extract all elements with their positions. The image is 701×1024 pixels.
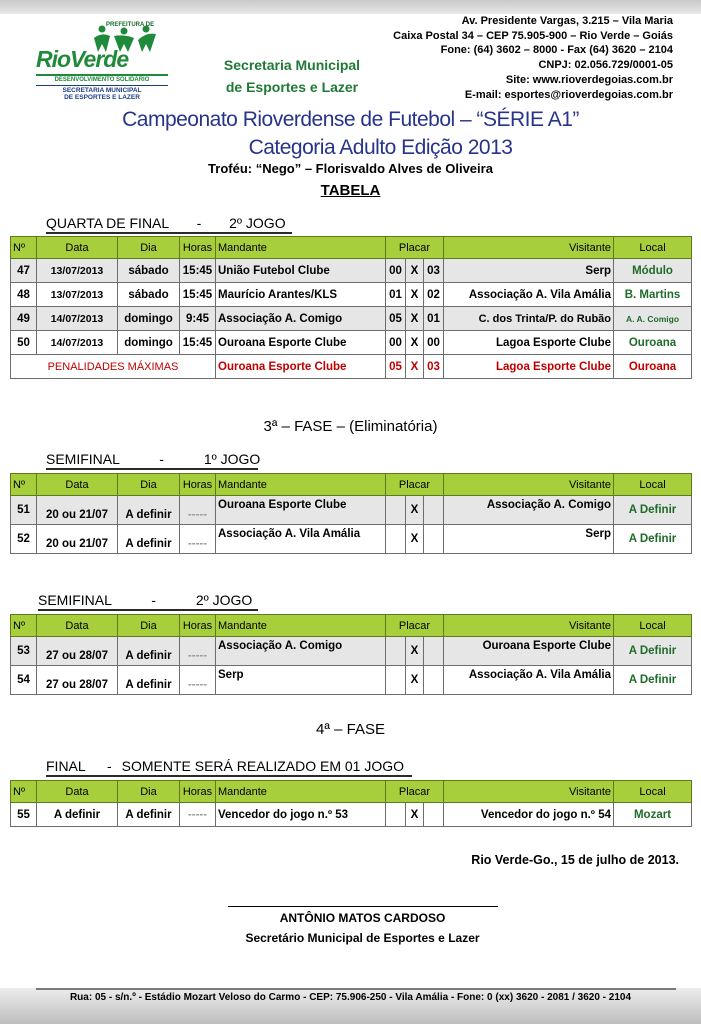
versus-mark: X [406, 525, 424, 554]
venue: Ouroana [614, 331, 692, 355]
table-header-row [11, 615, 692, 637]
away-team: Lagoa Esporte Clube [444, 355, 614, 379]
versus-mark: X [406, 637, 424, 666]
col-data-header: Data [37, 781, 118, 803]
home-team: Ouroana Esporte Clube [216, 355, 386, 379]
game-day: A definir [118, 666, 180, 695]
game-day: domingo [118, 307, 180, 331]
col-visitante-header: Visitante [444, 474, 614, 496]
home-score: 00 [386, 259, 406, 283]
final-title-left: FINAL [46, 758, 86, 774]
game-number: 55 [11, 803, 37, 827]
signatory-name: ANTÔNIO MATOS CARDOSO [279, 911, 446, 925]
col-dia-header: Dia [118, 237, 180, 259]
semifinal1-title [46, 451, 260, 467]
semifinal2-underline [38, 609, 258, 611]
quarterfinal-title [46, 215, 286, 231]
away-score [424, 525, 444, 554]
away-score [424, 666, 444, 695]
game-time: 15:45 [180, 331, 216, 355]
game-day: A definir [118, 525, 180, 554]
col-placar-header: Placar [386, 615, 444, 637]
home-score [386, 803, 406, 827]
contact-postal: Caixa Postal 34 – CEP 75.905-900 – Rio Verde – Goiás [393, 29, 673, 42]
table-header-row [11, 474, 692, 496]
col-mandante-header: Mandante [216, 474, 386, 496]
game-number: 53 [11, 637, 37, 666]
quarterfinal-title-left: QUARTA DE FINAL [46, 215, 169, 231]
phase4-text: 4ª – FASE [316, 721, 385, 738]
versus-mark: X [406, 803, 424, 827]
game-number: 54 [11, 666, 37, 695]
game-date: A definir [37, 803, 118, 827]
home-team: Associação A. Vila Amália [216, 525, 386, 554]
game-time: 15:45 [180, 283, 216, 307]
home-team: Associação A. Comigo [216, 637, 386, 666]
semifinal2-title-sep: - [151, 592, 156, 608]
game-time: ----- [180, 803, 216, 827]
game-number: 51 [11, 496, 37, 525]
semifinal1-title-sep: - [159, 451, 164, 467]
contact-site: Site: www.rioverdegoias.com.br [505, 73, 673, 86]
game-day: A definir [118, 496, 180, 525]
game-date: 20 ou 21/07 [37, 496, 118, 525]
final-title [46, 758, 404, 774]
versus-mark: X [406, 307, 424, 331]
secretaria-line1: Secretaria Municipal [223, 57, 361, 73]
col-local-header: Local [614, 615, 692, 637]
away-team: C. dos Trinta/P. do Rubão [444, 307, 614, 331]
home-score: 00 [386, 331, 406, 355]
home-team: Ouroana Esporte Clube [216, 331, 386, 355]
game-number: 52 [11, 525, 37, 554]
col-horas-header: Horas [180, 474, 216, 496]
category-title [0, 136, 701, 160]
phase4-heading [0, 721, 701, 738]
contact-email: E-mail: esportes@rioverdegoias.com.br [464, 88, 673, 101]
semifinal1-title-left: SEMIFINAL [46, 451, 120, 467]
rioverde-logo [36, 22, 170, 108]
home-score: 05 [386, 307, 406, 331]
venue: Módulo [614, 259, 692, 283]
game-number: 47 [11, 259, 37, 283]
venue: A Definir [614, 666, 692, 695]
game-date: 13/07/2013 [37, 259, 118, 283]
contact-address: Av. Presidente Vargas, 3.215 – Vila Maria [461, 15, 673, 27]
secretaria-line2: de Esportes e Lazer [225, 79, 359, 95]
phase3-text: 3ª – FASE – (Eliminatória) [263, 418, 438, 435]
game-date: 14/07/2013 [37, 331, 118, 355]
game-day: domingo [118, 331, 180, 355]
table-row [11, 307, 692, 331]
away-score: 03 [424, 355, 444, 379]
signatory-role: Secretário Municipal de Esportes e Lazer [245, 931, 480, 945]
table-row [11, 259, 692, 283]
col-n-header: Nº [11, 237, 37, 259]
away-team: Ouroana Esporte Clube [444, 637, 614, 666]
semifinal2-title [38, 592, 252, 608]
col-horas-header: Horas [180, 781, 216, 803]
penalties-label: PENALIDADES MÁXIMAS [11, 355, 216, 379]
quarterfinal-table [10, 236, 692, 379]
away-score: 02 [424, 283, 444, 307]
col-local-header: Local [614, 474, 692, 496]
versus-mark: X [406, 331, 424, 355]
game-day: sábado [118, 283, 180, 307]
col-data-header: Data [37, 237, 118, 259]
logo-brand-text: RioVerde [36, 46, 129, 72]
date-place: Rio Verde-Go., 15 de julho de 2013. [471, 853, 679, 867]
trophy-line: Troféu: “Nego” – Florisvaldo Alves de Oliveira [208, 161, 493, 176]
away-team: Serp [444, 525, 614, 554]
col-visitante-header: Visitante [444, 781, 614, 803]
away-team: Serp [444, 259, 614, 283]
game-number: 50 [11, 331, 37, 355]
tabela-heading: TABELA [320, 182, 381, 199]
col-local-header: Local [614, 781, 692, 803]
col-mandante-header: Mandante [216, 615, 386, 637]
col-visitante-header: Visitante [444, 237, 614, 259]
versus-mark: X [406, 666, 424, 695]
home-score [386, 637, 406, 666]
championship-title: Campeonato Rioverdense de Futebol – “SÉRIE A1” [122, 108, 579, 131]
category-title-text: Categoria Adulto Edição 2013 [248, 136, 513, 159]
final-title-sep: - [107, 758, 112, 774]
away-team: Vencedor do jogo n.º 54 [444, 803, 614, 827]
game-date: 20 ou 21/07 [37, 525, 118, 554]
table-header-row [11, 781, 692, 803]
away-score [424, 803, 444, 827]
footer-address: Rua: 05 - s/n.º - Estádio Mozart Veloso do Carmo - CEP: 75.906-250 - Vila Amália - Fone: 0 (xx) 3620 - 2081 / 3620 - 2104 [69, 992, 632, 1003]
final-title-right: SOMENTE SERÁ REALIZADO EM 01 JOGO [121, 758, 405, 774]
game-time: ----- [180, 496, 216, 525]
contact-cnpj: CNPJ: 02.056.729/0001-05 [538, 59, 673, 72]
col-local-header: Local [614, 237, 692, 259]
col-dia-header: Dia [118, 781, 180, 803]
home-score [386, 496, 406, 525]
table-row [11, 803, 692, 827]
col-n-header: Nº [11, 615, 37, 637]
col-dia-header: Dia [118, 615, 180, 637]
col-mandante-header: Mandante [216, 237, 386, 259]
home-team: Serp [216, 666, 386, 695]
home-score [386, 525, 406, 554]
away-score: 01 [424, 307, 444, 331]
away-team: Associação A. Vila Amália [444, 283, 614, 307]
col-data-header: Data [37, 474, 118, 496]
col-visitante-header: Visitante [444, 615, 614, 637]
away-score [424, 637, 444, 666]
away-team: Associação A. Vila Amália [444, 666, 614, 695]
col-horas-header: Horas [180, 237, 216, 259]
game-date: 27 ou 28/07 [37, 666, 118, 695]
versus-mark: X [406, 355, 424, 379]
venue: A Definir [614, 496, 692, 525]
versus-mark: X [406, 259, 424, 283]
home-score: 01 [386, 283, 406, 307]
semifinal2-title-left: SEMIFINAL [38, 592, 112, 608]
away-team: Associação A. Comigo [444, 496, 614, 525]
logo-divider [36, 74, 168, 76]
home-score [386, 666, 406, 695]
col-n-header: Nº [11, 781, 37, 803]
venue: A. A. Comigo [614, 307, 692, 331]
game-date: 13/07/2013 [37, 283, 118, 307]
away-score [424, 496, 444, 525]
table-row [11, 331, 692, 355]
game-date: 14/07/2013 [37, 307, 118, 331]
col-n-header: Nº [11, 474, 37, 496]
game-number: 49 [11, 307, 37, 331]
semifinal1-table [10, 473, 692, 554]
secretaria-heading [212, 54, 372, 98]
signature-line [228, 906, 498, 907]
col-placar-header: Placar [386, 474, 444, 496]
game-day: sábado [118, 259, 180, 283]
logo-tagline: DESENVOLVIMENTO SOLIDÁRIO [54, 77, 150, 83]
logo-dept-line2: DE ESPORTES E LAZER [64, 94, 140, 101]
final-table [10, 780, 692, 827]
home-team: Vencedor do jogo n.º 53 [216, 803, 386, 827]
versus-mark: X [406, 283, 424, 307]
home-team: Maurício Arantes/KLS [216, 283, 386, 307]
game-time: 9:45 [180, 307, 216, 331]
semifinal1-underline [46, 468, 258, 470]
penalties-row [11, 355, 692, 379]
logo-prefeitura-text: PREFEITURA DE [106, 22, 155, 28]
home-team: Associação A. Comigo [216, 307, 386, 331]
col-dia-header: Dia [118, 474, 180, 496]
venue: Ouroana [614, 355, 692, 379]
game-day: A definir [118, 803, 180, 827]
table-row [11, 637, 692, 666]
game-time: 15:45 [180, 259, 216, 283]
contact-block [393, 14, 673, 102]
final-underline [46, 775, 412, 777]
col-data-header: Data [37, 615, 118, 637]
game-number: 48 [11, 283, 37, 307]
logo-dept-line1: SECRETARIA MUNICIPAL [36, 85, 168, 94]
game-day: A definir [118, 637, 180, 666]
versus-mark: X [406, 496, 424, 525]
away-team: Lagoa Esporte Clube [444, 331, 614, 355]
venue: A Definir [614, 637, 692, 666]
semifinal1-title-right: 1º JOGO [203, 451, 261, 467]
quarterfinal-underline [46, 232, 292, 234]
game-time: ----- [180, 637, 216, 666]
top-bar [0, 0, 701, 14]
footer-divider [36, 988, 676, 990]
col-mandante-header: Mandante [216, 781, 386, 803]
venue: B. Martins [614, 283, 692, 307]
away-score: 00 [424, 331, 444, 355]
col-placar-header: Placar [386, 237, 444, 259]
col-placar-header: Placar [386, 781, 444, 803]
home-score: 05 [386, 355, 406, 379]
table-row [11, 666, 692, 695]
away-score: 03 [424, 259, 444, 283]
contact-phone: Fone: (64) 3602 – 8000 - Fax (64) 3620 – 2104 [440, 44, 673, 57]
table-row [11, 525, 692, 554]
table-row [11, 283, 692, 307]
col-horas-header: Horas [180, 615, 216, 637]
phase3-heading [0, 418, 701, 435]
table-row [11, 496, 692, 525]
table-header-row [11, 237, 692, 259]
semifinal2-table [10, 614, 692, 695]
quarterfinal-title-sep: - [196, 215, 202, 231]
game-time: ----- [180, 666, 216, 695]
venue: A Definir [614, 525, 692, 554]
venue: Mozart [614, 803, 692, 827]
game-date: 27 ou 28/07 [37, 637, 118, 666]
game-time: ----- [180, 525, 216, 554]
home-team: União Futebol Clube [216, 259, 386, 283]
home-team: Ouroana Esporte Clube [216, 496, 386, 525]
semifinal2-title-right: 2º JOGO [195, 592, 253, 608]
quarterfinal-title-right: 2º JOGO [229, 215, 286, 231]
